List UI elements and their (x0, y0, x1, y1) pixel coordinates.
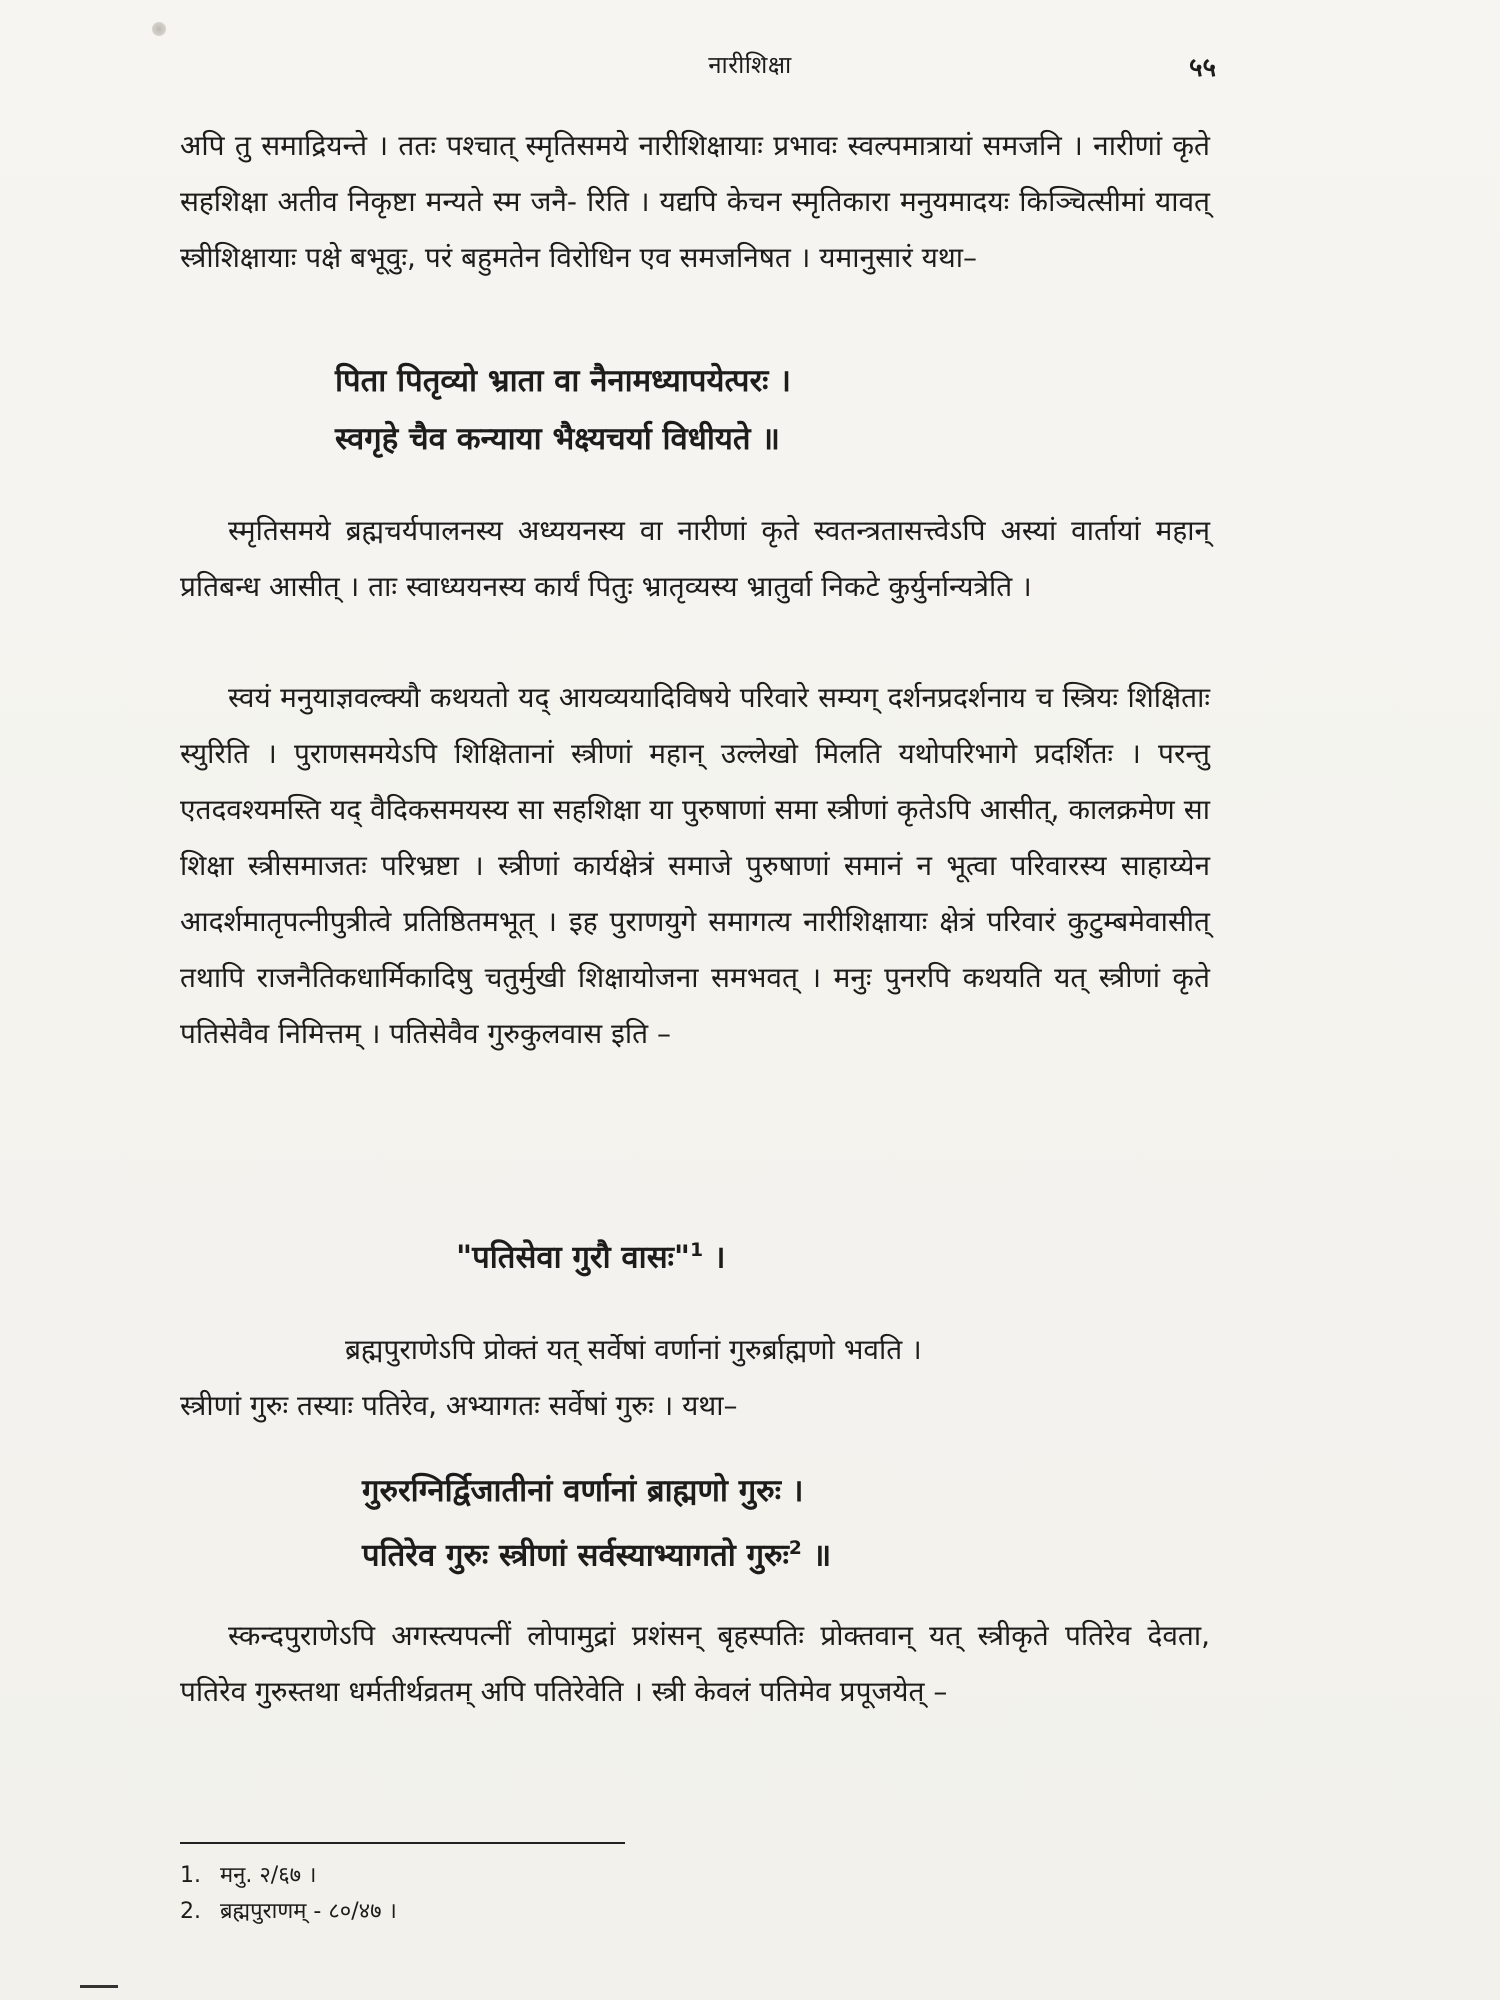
verse-1-line-1: पिता पितृव्यो भ्राता वा नैनामध्यापयेत्परः । (335, 363, 791, 399)
footnote-divider (180, 1842, 625, 1844)
verse-3 (362, 1462, 831, 1584)
verse-3-line-2-end: ॥ (801, 1537, 832, 1574)
footnotes (180, 1858, 397, 1930)
verse-3-line-1: गुरुरग्निर्द्विजातीनां वर्णानां ब्राह्मणो गुरुः । (362, 1473, 804, 1509)
footnote-2-number: 2. (180, 1899, 201, 1924)
footnote-1 (180, 1858, 397, 1894)
paragraph-1-block (180, 118, 1210, 286)
page-blemish (152, 22, 166, 36)
verse-2-end: । (703, 1239, 726, 1276)
verse-2 (456, 1222, 726, 1286)
footnote-ref-1: 1 (690, 1240, 704, 1261)
page-number: ५५ (1188, 53, 1216, 83)
footnote-1-text: मनु. २/६७ । (220, 1863, 317, 1888)
verse-3-line-2-text: पतिरेव गुरुः स्त्रीणां सर्वस्याभ्यागतो गुरुः (362, 1537, 789, 1574)
paragraph-3-block (180, 670, 1210, 1062)
paragraph-4-block (180, 1322, 1210, 1434)
verse-2-text: "पतिसेवा गुरौ वासः" (456, 1239, 691, 1276)
footnote-2 (180, 1894, 397, 1930)
paragraph-5: स्कन्दपुराणेऽपि अगस्त्यपत्नीं लोपामुद्रां प्रशंसन् बृहस्पतिः प्रोक्तवान् यत् स्त्रीकृते पतिरेव देवता, पतिरेव गुरुस्तथा धर्मतीर्थव्रतम् अपि पतिरेवेति । स्त्री केवलं पतिमेव प्रपूजयेत् – (180, 1619, 1210, 1708)
footnote-2-text: ब्रह्मपुराणम् - ८०/४७ । (220, 1899, 397, 1924)
paragraph-4a: ब्रह्मपुराणेऽपि प्रोक्तं यत् सर्वेषां वर्णानां गुरुर्ब्राह्मणो भवति । (345, 1333, 922, 1366)
paragraph-3: स्वयं मनुयाज्ञवल्क्यौ कथयतो यद् आयव्ययादिविषये परिवारे सम्यग् दर्शनप्रदर्शनाय च स्त्रियः शिक्षिताः स्युरिति । पुराणसमयेऽपि शिक्षितानां स्त्रीणां महान् उल्लेखो मिलति यथोपरिभागे प्रदर्शितः । परन्तु एतदवश्यमस्ति यद् वैदिकसमयस्य सा सहशिक्षा या पुरुषाणां समा स्त्रीणां कृतेऽपि आसीत्, कालक्रमेण सा शिक्षा स्त्रीसमाजतः परिभ्रष्टा । स्त्रीणां कार्यक्षेत्रं समाजे पुरुषाणां समानं न भूत्वा परिवारस्य साहाय्येन आदर्शमातृपत्नीपुत्रीत्वे प्रतिष्ठितमभूत् । इह पुराणयुगे समागत्य नारीशिक्षायाः क्षेत्रं परिवारं कुटुम्बमेवासीत् तथापि राजनैतिकधार्मिकादिषु चतुर्मुखी शिक्षायोजना समभवत् । मनुः पुनरपि कथयति यत् स्त्रीणां कृते पतिसेवैव निमित्तम् । पतिसेवैव गुरुकुलवास इति – (180, 681, 1210, 1050)
verse-2-line (456, 1222, 726, 1286)
running-header-title: नारीशिक्षा (708, 51, 792, 79)
verse-3-line-2 (362, 1520, 831, 1584)
verse-1 (335, 352, 791, 468)
footnote-1-number: 1. (180, 1863, 201, 1888)
paragraph-1: अपि तु समाद्रियन्ते । ततः पश्चात् स्मृतिसमये नारीशिक्षायाः प्रभावः स्वल्पमात्रायां समजनि । नारीणां कृते सहशिक्षा अतीव निकृष्टा मन्यते स्म जनै- रिति । यद्यपि केचन स्मृतिकारा मनुयमादयः किञ्चित्सीमां यावत् स्त्रीशिक्षायाः पक्षे बभूवुः, परं बहुमतेन विरोधिन एव समजनिषत । यमानुसारं यथा– (180, 129, 1210, 274)
paragraph-4b: स्त्रीणां गुरुः तस्याः पतिरेव, अभ्यागतः सर्वेषां गुरुः । यथा– (180, 1389, 738, 1422)
verse-1-line-2: स्वगृहे चैव कन्याया भैक्ष्यचर्या विधीयते ॥ (335, 421, 780, 457)
paragraph-2: स्मृतिसमये ब्रह्मचर्यपालनस्य अध्ययनस्य वा नारीणां कृते स्वतन्त्रतासत्त्वेऽपि अस्यां वार्तायां महान् प्रतिबन्ध आसीत् । ताः स्वाध्ययनस्य कार्यं पितुः भ्रातृव्यस्य भ्रातुर्वा निकटे कुर्युर्नान्यत्रेति । (180, 514, 1210, 603)
scan-edge-mark (80, 1985, 118, 1988)
footnote-ref-2: 2 (788, 1538, 802, 1559)
paragraph-2-block (180, 503, 1210, 615)
paragraph-5-block (180, 1608, 1210, 1720)
